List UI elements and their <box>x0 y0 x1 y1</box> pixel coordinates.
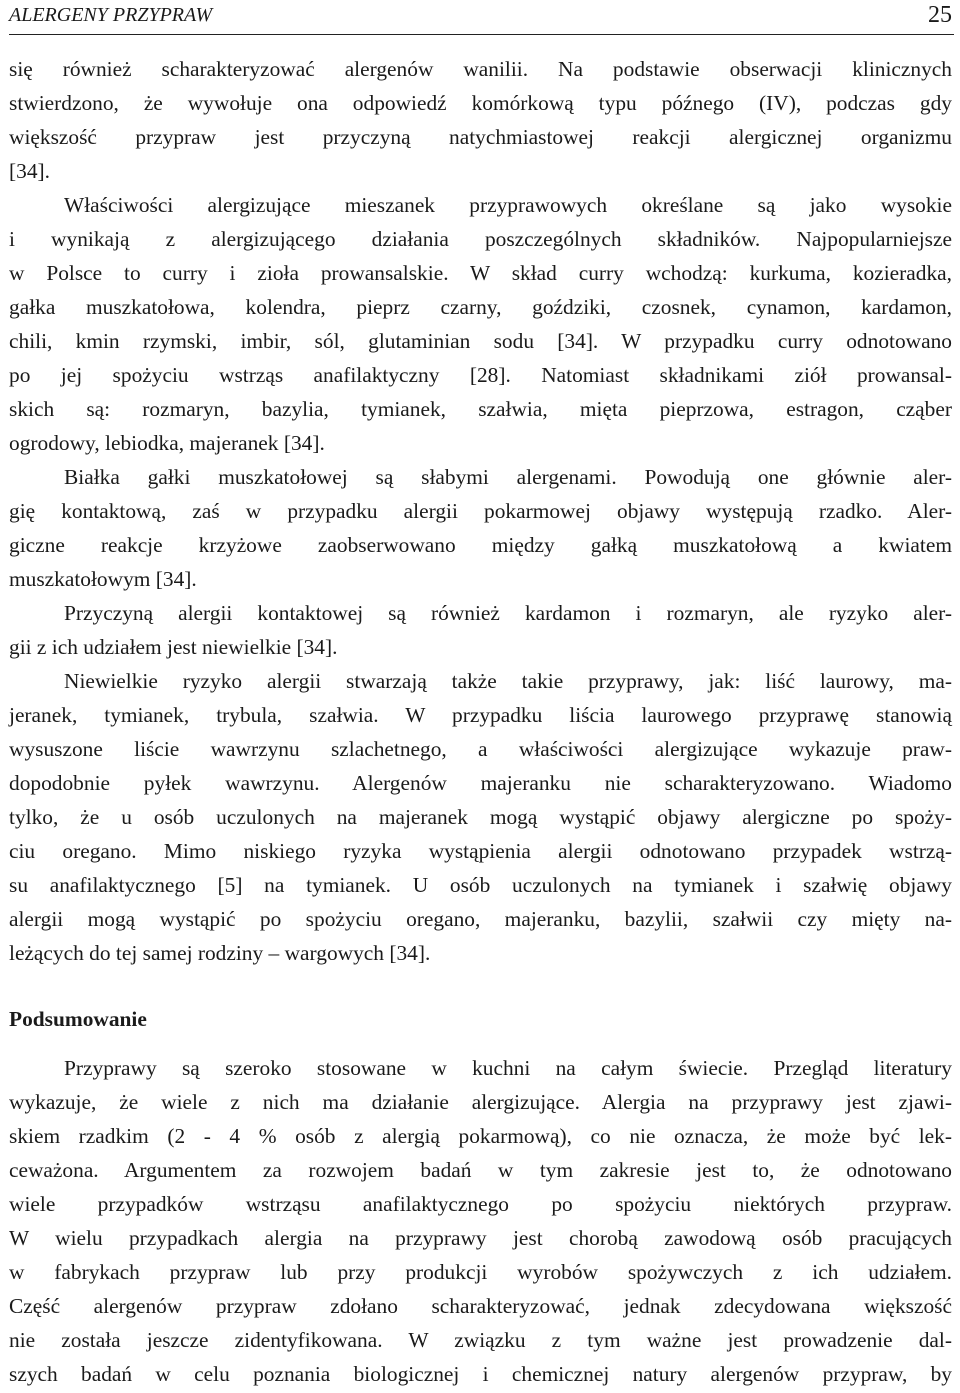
text-line: Właściwości alergizujące mieszanek przyprawowych określane są jako wysokie <box>64 193 952 217</box>
text-line: wysuszone liście wawrzynu szlachetnego, a właściwości alergizujące wykazuje praw- <box>9 737 952 761</box>
text-line: Przyczyną alergii kontaktowej są również kardamon i rozmaryn, ale ryzyko aler- <box>64 601 952 625</box>
text-line: większość przypraw jest przyczyną natychmiastowej reakcji alergicznej organizmu <box>9 125 952 149</box>
text-line: su anafilaktycznego [5] na tymianek. U osób uczulonych na tymianek i szałwię objawy <box>9 873 952 897</box>
running-header-title: ALERGENY PRZYPRAW <box>9 4 213 26</box>
text-line: szych badań w celu poznania biologicznej i chemicznej natury alergenów przypraw, by <box>9 1362 952 1386</box>
text-line: skiem rzadkim (2 - 4 % osób z alergią pokarmową), co nie oznacza, że może być lek- <box>9 1124 952 1148</box>
text-line: ciu oregano. Mimo niskiego ryzyka wystąpienia alergii odnotowano przypadek wstrzą- <box>9 839 952 863</box>
text-line: wykazuje, że wiele z nich ma działanie alergizujące. Alergia na przyprawy jest zjawi- <box>9 1090 952 1114</box>
text-line: tylko, że u osób uczulonych na majeranek mogą wystąpić objawy alergiczne po spoży- <box>9 805 952 829</box>
text-line: gii z ich udziałem jest niewielkie [34]. <box>9 635 338 659</box>
text-line: w Polsce to curry i zioła prowansalskie. W skład curry wchodzą: kurkuma, kozieradka, <box>9 261 952 285</box>
text-line: Część alergenów przypraw zdołano scharakteryzować, jednak zdecydowana większość <box>9 1294 952 1318</box>
text-line: gałka muszkatołowa, kolendra, pieprz czarny, goździki, czosnek, cynamon, kardamon, <box>9 295 952 319</box>
text-line: po jej spożyciu wstrząs anafilaktyczny [28]. Natomiast składnikami ziół prowansal- <box>9 363 952 387</box>
text-line: Przyprawy są szeroko stosowane w kuchni na całym świecie. Przegląd literatury <box>64 1056 952 1080</box>
text-line: muszkatołowym [34]. <box>9 567 197 591</box>
page-number: 25 <box>928 2 952 28</box>
text-line: Niewielkie ryzyko alergii stwarzają także takie przyprawy, jak: liść laurowy, ma- <box>64 669 952 693</box>
text-line: Białka gałki muszkatołowej są słabymi alergenami. Powodują one głównie aler- <box>64 465 952 489</box>
text-line: i wynikają z alergizującego działania poszczególnych składników. Najpopularniejsze <box>9 227 952 251</box>
text-line: [34]. <box>9 159 50 183</box>
text-line: wiele przypadków wstrząsu anafilaktycznego po spożyciu niektórych przypraw. <box>9 1192 952 1216</box>
section-heading: Podsumowanie <box>9 1007 147 1031</box>
header-rule <box>9 34 954 35</box>
text-line: jeranek, tymianek, trybula, szałwia. W przypadku liścia laurowego przyprawę stanowią <box>9 703 952 727</box>
text-line: nie została jeszcze zidentyfikowana. W związku z tym ważne jest prowadzenie dal- <box>9 1328 952 1352</box>
text-line: gię kontaktową, zaś w przypadku alergii pokarmowej objawy występują rzadko. Aler- <box>9 499 952 523</box>
text-line: leżących do tej samej rodziny – wargowych [34]. <box>9 941 431 965</box>
text-line: alergii mogą wystąpić po spożyciu oregano, majeranku, bazylii, szałwii czy mięty na- <box>9 907 952 931</box>
text-line: dopodobnie pyłek wawrzynu. Alergenów majeranku nie scharakteryzowano. Wiadomo <box>9 771 952 795</box>
text-line: skich są: rozmaryn, bazylia, tymianek, szałwia, mięta pieprzowa, estragon, cząber <box>9 397 952 421</box>
text-line: chili, kmin rzymski, imbir, sól, glutaminian sodu [34]. W przypadku curry odnotowano <box>9 329 952 353</box>
text-line: stwierdzono, że wywołuje ona odpowiedź komórkową typu późnego (IV), podczas gdy <box>9 91 952 115</box>
text-line: giczne reakcje krzyżowe zaobserwowano między gałką muszkatołową a kwiatem <box>9 533 952 557</box>
text-line: W wielu przypadkach alergia na przyprawy jest chorobą zawodową osób pracujących <box>9 1226 952 1250</box>
text-line: w fabrykach przypraw lub przy produkcji wyrobów spożywczych z ich udziałem. <box>9 1260 952 1284</box>
text-line: ogrodowy, lebiodka, majeranek [34]. <box>9 431 325 455</box>
text-line: ceważona. Argumentem za rozwojem badań w tym zakresie jest to, że odnotowano <box>9 1158 952 1182</box>
text-line: się również scharakteryzować alergenów wanilii. Na podstawie obserwacji klinicznych <box>9 57 952 81</box>
